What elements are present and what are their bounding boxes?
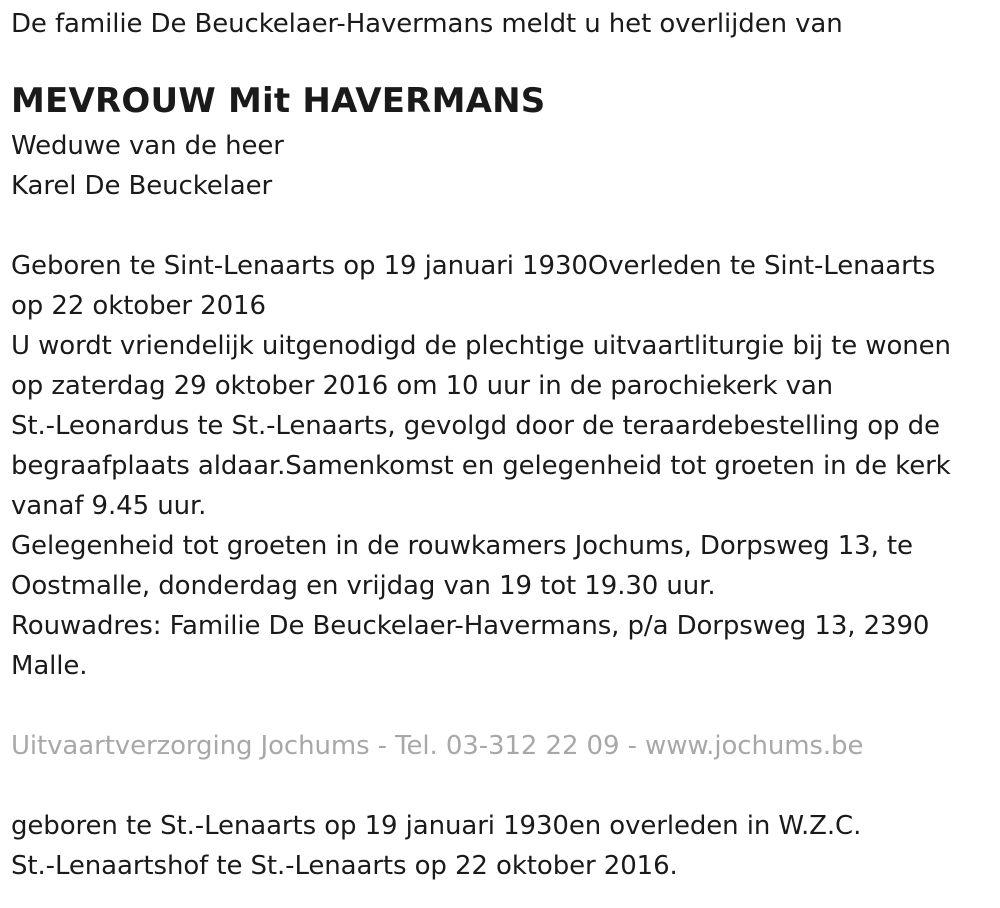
funeral-home-info: Uitvaartverzorging Jochums - Tel. 03-312 22 09 - www.jochums.be [11, 731, 864, 761]
death-announcement [11, 0, 991, 886]
deceased-name: MEVROUW Mit HAVERMANS [11, 81, 546, 121]
body-line: Gelegenheid tot groeten in de rouwkamers Jochums, Dorpsweg 13, te [11, 531, 913, 561]
spacer [11, 206, 991, 246]
body-line: Oostmalle, donderdag en vrijdag van 19 tot 19.30 uur. [11, 571, 716, 601]
spacer [11, 766, 991, 806]
announcement-footer [11, 806, 991, 886]
announcement-body [11, 246, 991, 686]
body-line: begraafplaats aldaar.Samenkomst en gelegenheid tot groeten in de kerk [11, 451, 951, 481]
body-line: Geboren te Sint-Lenaarts op 19 januari 1930Overleden te Sint-Lenaarts [11, 251, 936, 281]
body-line: op zaterdag 29 oktober 2016 om 10 uur in de parochiekerk van [11, 371, 834, 401]
intro-text: De familie De Beuckelaer-Havermans meldt u het overlijden van [11, 9, 843, 39]
body-line: St.-Leonardus te St.-Lenaarts, gevolgd door de teraardebestelling op de [11, 411, 940, 441]
body-line: U wordt vriendelijk uitgenodigd de plechtige uitvaartliturgie bij te wonen [11, 331, 951, 361]
footer-line: geboren te St.-Lenaarts op 19 januari 1930en overleden in W.Z.C. [11, 811, 862, 841]
spouse-line-1: Weduwe van de heer [11, 131, 284, 161]
spouse-line-2: Karel De Beuckelaer [11, 171, 273, 201]
body-line: vanaf 9.45 uur. [11, 491, 207, 521]
body-line: Rouwadres: Familie De Beuckelaer-Havermans, p/a Dorpsweg 13, 2390 [11, 611, 930, 641]
footer-line: St.-Lenaartshof te St.-Lenaarts op 22 oktober 2016. [11, 851, 678, 881]
body-line: Malle. [11, 651, 88, 681]
body-line: op 22 oktober 2016 [11, 291, 266, 321]
spacer [11, 686, 991, 726]
